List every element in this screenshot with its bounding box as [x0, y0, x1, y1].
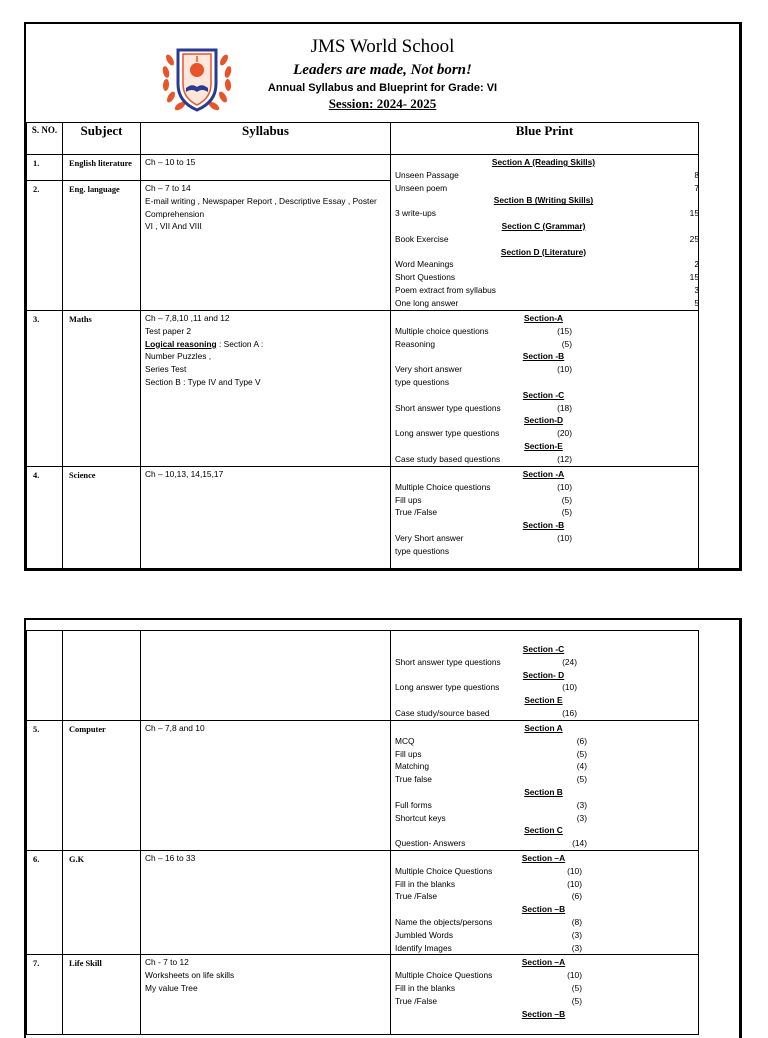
blueprint-item-marks: (15) — [557, 325, 572, 336]
row-syllabus — [141, 181, 391, 311]
blueprint-item-label: Very short answer — [395, 364, 463, 375]
blueprint-section-heading: Section-A — [523, 313, 564, 323]
blueprint-section-heading: Section B — [524, 786, 563, 797]
blueprint-item-marks: (3) — [576, 799, 587, 810]
syllabus-line: Comprehension — [145, 208, 205, 219]
blueprint-item-label: Case study/source based — [395, 707, 490, 718]
blueprint-item-marks: (5) — [571, 995, 582, 1006]
row-blueprint — [391, 721, 699, 851]
blueprint-item-marks: (5) — [561, 507, 572, 518]
school-header — [26, 24, 739, 122]
syllabus-table-continued — [26, 630, 699, 1035]
blueprint-item-marks: (16) — [562, 707, 577, 718]
document-title: Annual Syllabus and Blueprint for Grade: VI — [267, 82, 498, 94]
blueprint-item — [395, 916, 692, 929]
blueprint-section-heading: Section D (Literature) — [500, 246, 587, 257]
blueprint-item-marks: (5) — [576, 774, 587, 785]
blueprint-item-label: Poem extract from syllabus — [395, 284, 496, 295]
header-syllabus: Syllabus — [141, 123, 391, 155]
row-syllabus — [141, 311, 391, 467]
table-row — [27, 721, 699, 851]
blueprint-item-label: True false — [395, 774, 432, 785]
blueprint-item — [395, 799, 692, 812]
blueprint-item-label: Book Exercise — [395, 233, 449, 244]
blueprint-item-marks: (10) — [557, 364, 572, 375]
blueprint-section-heading: Section C — [524, 825, 563, 836]
blueprint-item — [395, 376, 692, 389]
blueprint-item-label: Word Meanings — [395, 259, 454, 270]
row-blueprint — [391, 467, 699, 571]
blueprint-item-label: Identify Images — [395, 942, 452, 953]
blueprint-item — [395, 681, 692, 694]
row-blueprint — [391, 311, 699, 467]
row-sno: 3. — [27, 311, 63, 467]
syllabus-page-1 — [24, 22, 742, 571]
blueprint-item — [395, 865, 692, 878]
syllabus-line: Ch – 7,8,10 ,11 and 12 — [145, 313, 230, 323]
blueprint-item-label: Shortcut keys — [395, 812, 446, 823]
row-syllabus — [141, 631, 391, 721]
syllabus-page-2 — [24, 618, 742, 1038]
blueprint-item-marks: 2 — [694, 259, 699, 270]
row-sno: 1. — [27, 155, 63, 181]
blueprint-item-label: Question- Answers — [395, 838, 466, 849]
blueprint-item — [395, 258, 699, 271]
blueprint-item-label: True /False — [395, 995, 438, 1006]
blueprint-item — [395, 297, 699, 310]
blueprint-item — [395, 707, 692, 720]
blueprint-item — [395, 760, 692, 773]
blueprint-item-label: One long answer — [395, 297, 459, 308]
header-sno: S. NO. — [27, 123, 63, 155]
blueprint-section-heading: Section C (Grammar) — [501, 220, 586, 231]
blueprint-item — [395, 878, 692, 891]
blueprint-item-marks: (3) — [576, 812, 587, 823]
blueprint-item — [395, 169, 699, 182]
blueprint-section-heading: Section A — [524, 723, 563, 733]
syllabus-line: Number Puzzles , — [145, 351, 212, 362]
header-blueprint: Blue Print — [391, 123, 699, 155]
blueprint-item-marks: (14) — [572, 838, 587, 849]
table-row — [27, 155, 699, 181]
row-syllabus — [141, 155, 391, 181]
blueprint-item-marks: (10) — [567, 970, 582, 981]
blueprint-item — [395, 453, 692, 466]
row-sno — [27, 631, 63, 721]
blueprint-item-marks: (18) — [557, 402, 572, 413]
blueprint-item — [395, 982, 692, 995]
blueprint-item — [395, 545, 692, 558]
blueprint-item-label: Multiple choice questions — [395, 325, 489, 336]
blueprint-section-heading: Section- D — [522, 669, 565, 680]
blueprint-item — [395, 182, 699, 195]
blueprint-item-marks: 15 — [689, 208, 699, 219]
blueprint-item — [395, 402, 692, 415]
blueprint-item-marks: (20) — [557, 428, 572, 439]
table-row — [27, 955, 699, 1035]
blueprint-section-heading: Section E — [524, 695, 563, 706]
blueprint-item-label: MCQ — [395, 735, 415, 746]
blueprint-item-marks: (5) — [561, 494, 572, 505]
blueprint-section-heading: Section-D — [523, 415, 564, 426]
blueprint-item-marks: 7 — [694, 182, 699, 193]
blueprint-item-label: Fill in the blanks — [395, 878, 456, 889]
syllabus-line: Section B : Type IV and Type V — [145, 376, 261, 387]
row-subject: G.K — [63, 851, 141, 955]
blueprint-item-label: Short answer type questions — [395, 402, 501, 413]
table-row — [27, 467, 699, 571]
blueprint-item-label: Long answer type questions — [395, 682, 500, 693]
blueprint-item-marks: (10) — [557, 481, 572, 492]
table-header-row — [27, 123, 699, 155]
blueprint-item-marks: (10) — [567, 878, 582, 889]
blueprint-item — [395, 942, 692, 955]
syllabus-line-heading: Logical reasoning — [145, 338, 217, 349]
blueprint-section-heading: Section B (Writing Skills) — [493, 195, 594, 206]
blueprint-item-label: Fill in the blanks — [395, 982, 456, 993]
blueprint-item-marks: (3) — [571, 942, 582, 953]
blueprint-item — [395, 735, 692, 748]
blueprint-section-heading: Section –A — [521, 957, 566, 968]
syllabus-line: Ch – 7 to 14 — [145, 183, 191, 193]
blueprint-item-label: 3 write-ups — [395, 208, 436, 219]
blueprint-item-marks: (8) — [571, 916, 582, 927]
table-row — [27, 311, 699, 467]
table-row — [27, 851, 699, 955]
blueprint-item-label: True /False — [395, 507, 438, 518]
blueprint-item — [395, 748, 692, 761]
row-subject — [63, 631, 141, 721]
row-syllabus — [141, 467, 391, 571]
blueprint-item-label: type questions — [395, 545, 450, 556]
blueprint-item-marks: 8 — [694, 169, 699, 180]
table-row — [27, 631, 699, 721]
blueprint-section-heading: Section -B — [522, 520, 565, 531]
blueprint-item-label: Reasoning — [395, 338, 436, 349]
blueprint-item — [395, 506, 692, 519]
blueprint-item-marks: (3) — [571, 929, 582, 940]
blueprint-item-label: Fill ups — [395, 494, 422, 505]
blueprint-item-marks: 15 — [689, 272, 699, 283]
row-sno: 6. — [27, 851, 63, 955]
blueprint-item-marks: (24) — [562, 656, 577, 667]
row-subject: Maths — [63, 311, 141, 467]
blueprint-item — [395, 427, 692, 440]
row-sno: 4. — [27, 467, 63, 571]
blueprint-item — [395, 233, 699, 246]
header-subject: Subject — [63, 123, 141, 155]
syllabus-line: VI , VII And VIII — [145, 221, 202, 232]
blueprint-item — [395, 494, 692, 507]
syllabus-line: Worksheets on life skills — [145, 970, 235, 981]
blueprint-item-marks: (5) — [576, 748, 587, 759]
blueprint-section-heading: Section –B — [521, 1008, 566, 1019]
blueprint-section-heading: Section -B — [522, 351, 565, 362]
syllabus-line: My value Tree — [145, 982, 198, 993]
row-subject: English literature — [63, 155, 141, 181]
blueprint-item — [395, 890, 692, 903]
blueprint-item-label: Very Short answer — [395, 532, 464, 543]
blueprint-section-heading: Section –B — [521, 904, 566, 915]
row-blueprint — [391, 955, 699, 1035]
row-syllabus — [141, 721, 391, 851]
blueprint-item-label: Fill ups — [395, 748, 422, 759]
blueprint-item-marks: (6) — [571, 891, 582, 902]
blueprint-item-marks: 25 — [689, 233, 699, 244]
row-subject: Life Skill — [63, 955, 141, 1035]
blueprint-item-label: Multiple Choice Questions — [395, 970, 493, 981]
blueprint-item-marks: 3 — [694, 284, 699, 295]
blueprint-item — [395, 271, 699, 284]
row-subject: Science — [63, 467, 141, 571]
school-name: JMS World School — [310, 36, 455, 57]
blueprint-item — [395, 532, 692, 545]
blueprint-item-marks: 5 — [694, 297, 699, 308]
blueprint-item-marks: (5) — [561, 338, 572, 349]
row-blueprint — [391, 631, 699, 721]
row-sno: 2. — [27, 181, 63, 311]
blueprint-item-label: Full forms — [395, 799, 432, 810]
blueprint-item — [395, 338, 692, 351]
row-syllabus — [141, 851, 391, 955]
row-syllabus — [141, 955, 391, 1035]
blueprint-item-marks: (5) — [571, 982, 582, 993]
blueprint-item — [395, 325, 692, 338]
syllabus-line: Ch – 16 to 33 — [145, 853, 196, 863]
row-blueprint-english — [391, 155, 699, 311]
blueprint-section-heading: Section A (Reading Skills) — [491, 157, 596, 167]
blueprint-item-label: Long answer type questions — [395, 428, 500, 439]
syllabus-line: Test paper 2 — [145, 325, 192, 336]
blueprint-item-marks: (10) — [567, 865, 582, 876]
blueprint-section-heading: Section -A — [522, 469, 565, 479]
blueprint-item-marks: (6) — [576, 735, 587, 746]
blueprint-item — [395, 773, 692, 786]
syllabus-line: Ch - 7 to 12 — [145, 957, 189, 968]
blueprint-item-label: Unseen Passage — [395, 169, 459, 180]
syllabus-line: E-mail writing , Newspaper Report , Descriptive Essay , Poster — [145, 195, 377, 206]
blueprint-item — [395, 284, 699, 297]
blueprint-item-label: Name the objects/persons — [395, 916, 493, 927]
syllabus-table — [26, 122, 699, 571]
blueprint-item-label: Short answer type questions — [395, 656, 501, 667]
blueprint-item — [395, 656, 692, 669]
row-subject: Eng. language — [63, 181, 141, 311]
blueprint-item-label: Matching — [395, 761, 429, 772]
syllabus-line: Ch – 10,13, 14,15,17 — [145, 469, 224, 479]
row-sno: 5. — [27, 721, 63, 851]
blueprint-item — [395, 207, 699, 220]
blueprint-item-label: True /False — [395, 891, 438, 902]
blueprint-item-marks: (10) — [562, 682, 577, 693]
blueprint-item — [395, 837, 692, 850]
blueprint-section-heading: Section -C — [522, 389, 565, 400]
row-sno: 7. — [27, 955, 63, 1035]
row-blueprint — [391, 851, 699, 955]
school-tagline: Leaders are made, Not born! — [293, 62, 472, 78]
blueprint-item-label: Unseen poem — [395, 182, 448, 193]
blueprint-section-heading: Section –A — [521, 853, 566, 863]
syllabus-line: Series Test — [145, 364, 187, 375]
row-subject: Computer — [63, 721, 141, 851]
blueprint-item — [395, 995, 692, 1008]
blueprint-item-marks: (4) — [576, 761, 587, 772]
syllabus-line: Ch – 7,8 and 10 — [145, 723, 205, 733]
blueprint-item — [395, 969, 692, 982]
blueprint-item — [395, 929, 692, 942]
blueprint-item — [395, 812, 692, 825]
session-label: Session: 2024- 2025 — [328, 96, 437, 111]
blueprint-item — [395, 363, 692, 376]
blueprint-section-heading: Section -C — [522, 644, 565, 654]
blueprint-item-label: Jumbled Words — [395, 929, 454, 940]
blueprint-item-label: Short Questions — [395, 272, 456, 283]
syllabus-line: Ch – 10 to 15 — [145, 157, 196, 167]
blueprint-item-marks: (10) — [557, 532, 572, 543]
blueprint-item-label: Multiple Choice Questions — [395, 865, 493, 876]
blueprint-item-label: type questions — [395, 376, 450, 387]
blueprint-item-label: Multiple Choice questions — [395, 481, 491, 492]
blueprint-item-marks: (12) — [557, 453, 572, 464]
syllabus-line: Logical reasoning : Section A : — [145, 338, 264, 349]
blueprint-item-label: Case study based questions — [395, 453, 501, 464]
blueprint-section-heading: Section-E — [524, 440, 563, 451]
blueprint-item — [395, 481, 692, 494]
